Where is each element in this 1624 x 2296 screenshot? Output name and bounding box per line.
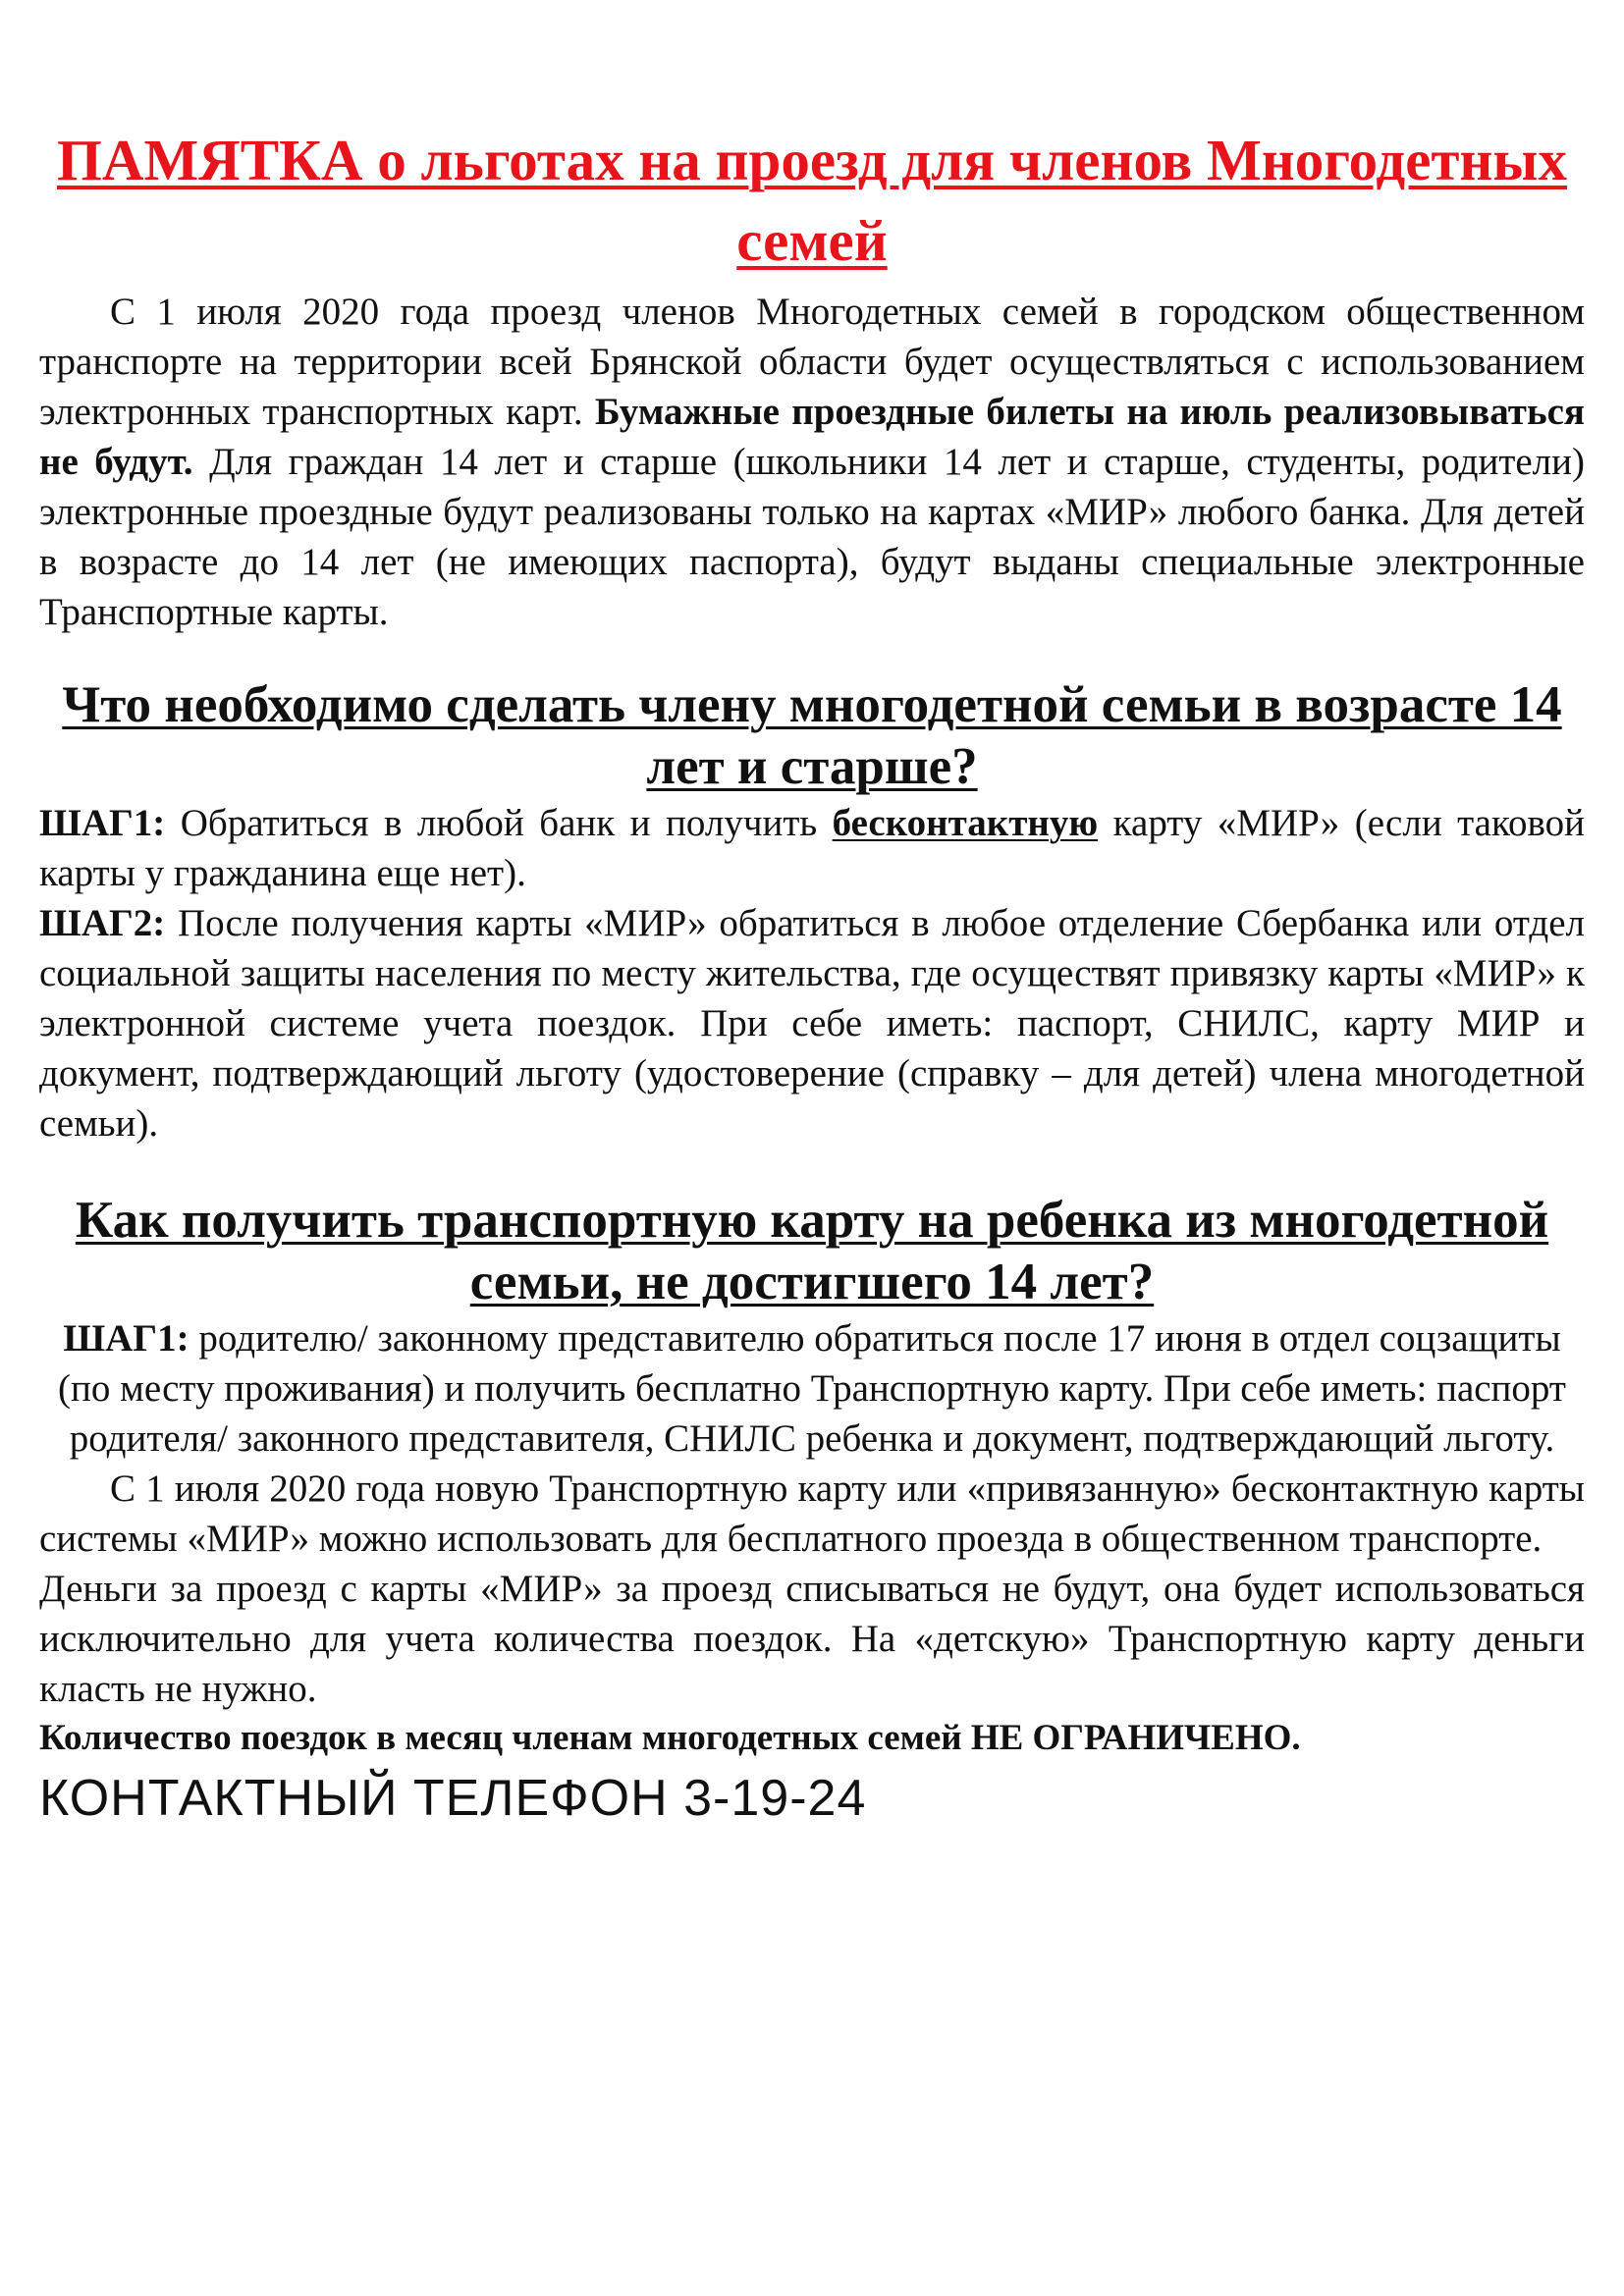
- step-label: ШАГ2:: [39, 902, 166, 944]
- contact-phone: КОНТАКТНЫЙ ТЕЛЕФОН 3-19-24: [39, 1770, 867, 1827]
- page-title: ПАМЯТКА о льготах на проезд для членов Многодетных семей: [56, 128, 1567, 273]
- intro-paragraph: [39, 287, 1585, 637]
- step-label: ШАГ1:: [63, 1317, 189, 1360]
- memo-page: [39, 0, 1585, 1830]
- intro-text-1: С 1 июля 2020 года проезд членов Многодетных семей в городском общественном транспорте на территории всей Брянской области будет осуществляться с использованием электронных транспортных карт.: [39, 291, 1585, 433]
- adults-step2: [39, 898, 1585, 1148]
- adults-step1: [39, 798, 1585, 898]
- section-heading-adults: Что необходимо сделать члену многодетной семьи в возрасте 14 лет и старше?: [62, 676, 1562, 795]
- step-text: Обратиться в любой банк и получить: [165, 802, 833, 844]
- step-text: родителю/ законному представителю обратиться после 17 июня в отдел соцзащиты (по месту проживания) и получить бесплатно Транспортную карту. При себе иметь: паспорт родителя/ законного представителя, СНИЛС ребенка и документ, подтверждающий льготу.: [58, 1317, 1566, 1460]
- step-text: карту «МИР» (если таковой карты у гражданина еще нет).: [39, 802, 1585, 894]
- intro-bold-notice: Бумажные проездные билеты на июль реализовываться не будут.: [39, 391, 1585, 483]
- contactless-emphasis: бесконтактную: [832, 802, 1099, 844]
- step-text: После получения карты «МИР» обратиться в любое отделение Сбербанка или отдел социальной защиты населения по месту жительства, где осуществят привязку карты «МИР» к электронной системе учета поездок. При себе иметь: паспорт, СНИЛС, карту МИР и документ, подтверждающий льготу (удостоверение (справку – для детей) члена многодетной семьи).: [39, 902, 1585, 1145]
- children-paragraph-2: Деньги за проезд с карты «МИР» за проезд списываться не будут, она будет использоваться исключительно для учета количества поездок. На «детскую» Транспортную карту деньги класть не нужно.: [39, 1568, 1585, 1710]
- summary-notice: Количество поездок в месяц членам многодетных семей НЕ ОГРАНИЧЕНО.: [39, 1718, 1301, 1758]
- children-step1: [39, 1313, 1585, 1464]
- step-label: ШАГ1:: [39, 802, 166, 844]
- intro-text-2: Для граждан 14 лет и старше (школьники 14 лет и старше, студенты, родители) электронные проездные будут реализованы только на картах «МИР» любого банка. Для детей в возрасте до 14 лет (не имеющих паспорта), будут выданы специальные электронные Транспортные карты.: [39, 441, 1586, 633]
- children-paragraph-1: С 1 июля 2020 года новую Транспортную карту или «привязанную» бесконтактную карты системы «МИР» можно использовать для бесплатного проезда в общественном транспорте.: [39, 1468, 1585, 1560]
- section-heading-children: Как получить транспортную карту на ребенка из многодетной семьи, не достигшего 14 лет?: [75, 1192, 1549, 1310]
